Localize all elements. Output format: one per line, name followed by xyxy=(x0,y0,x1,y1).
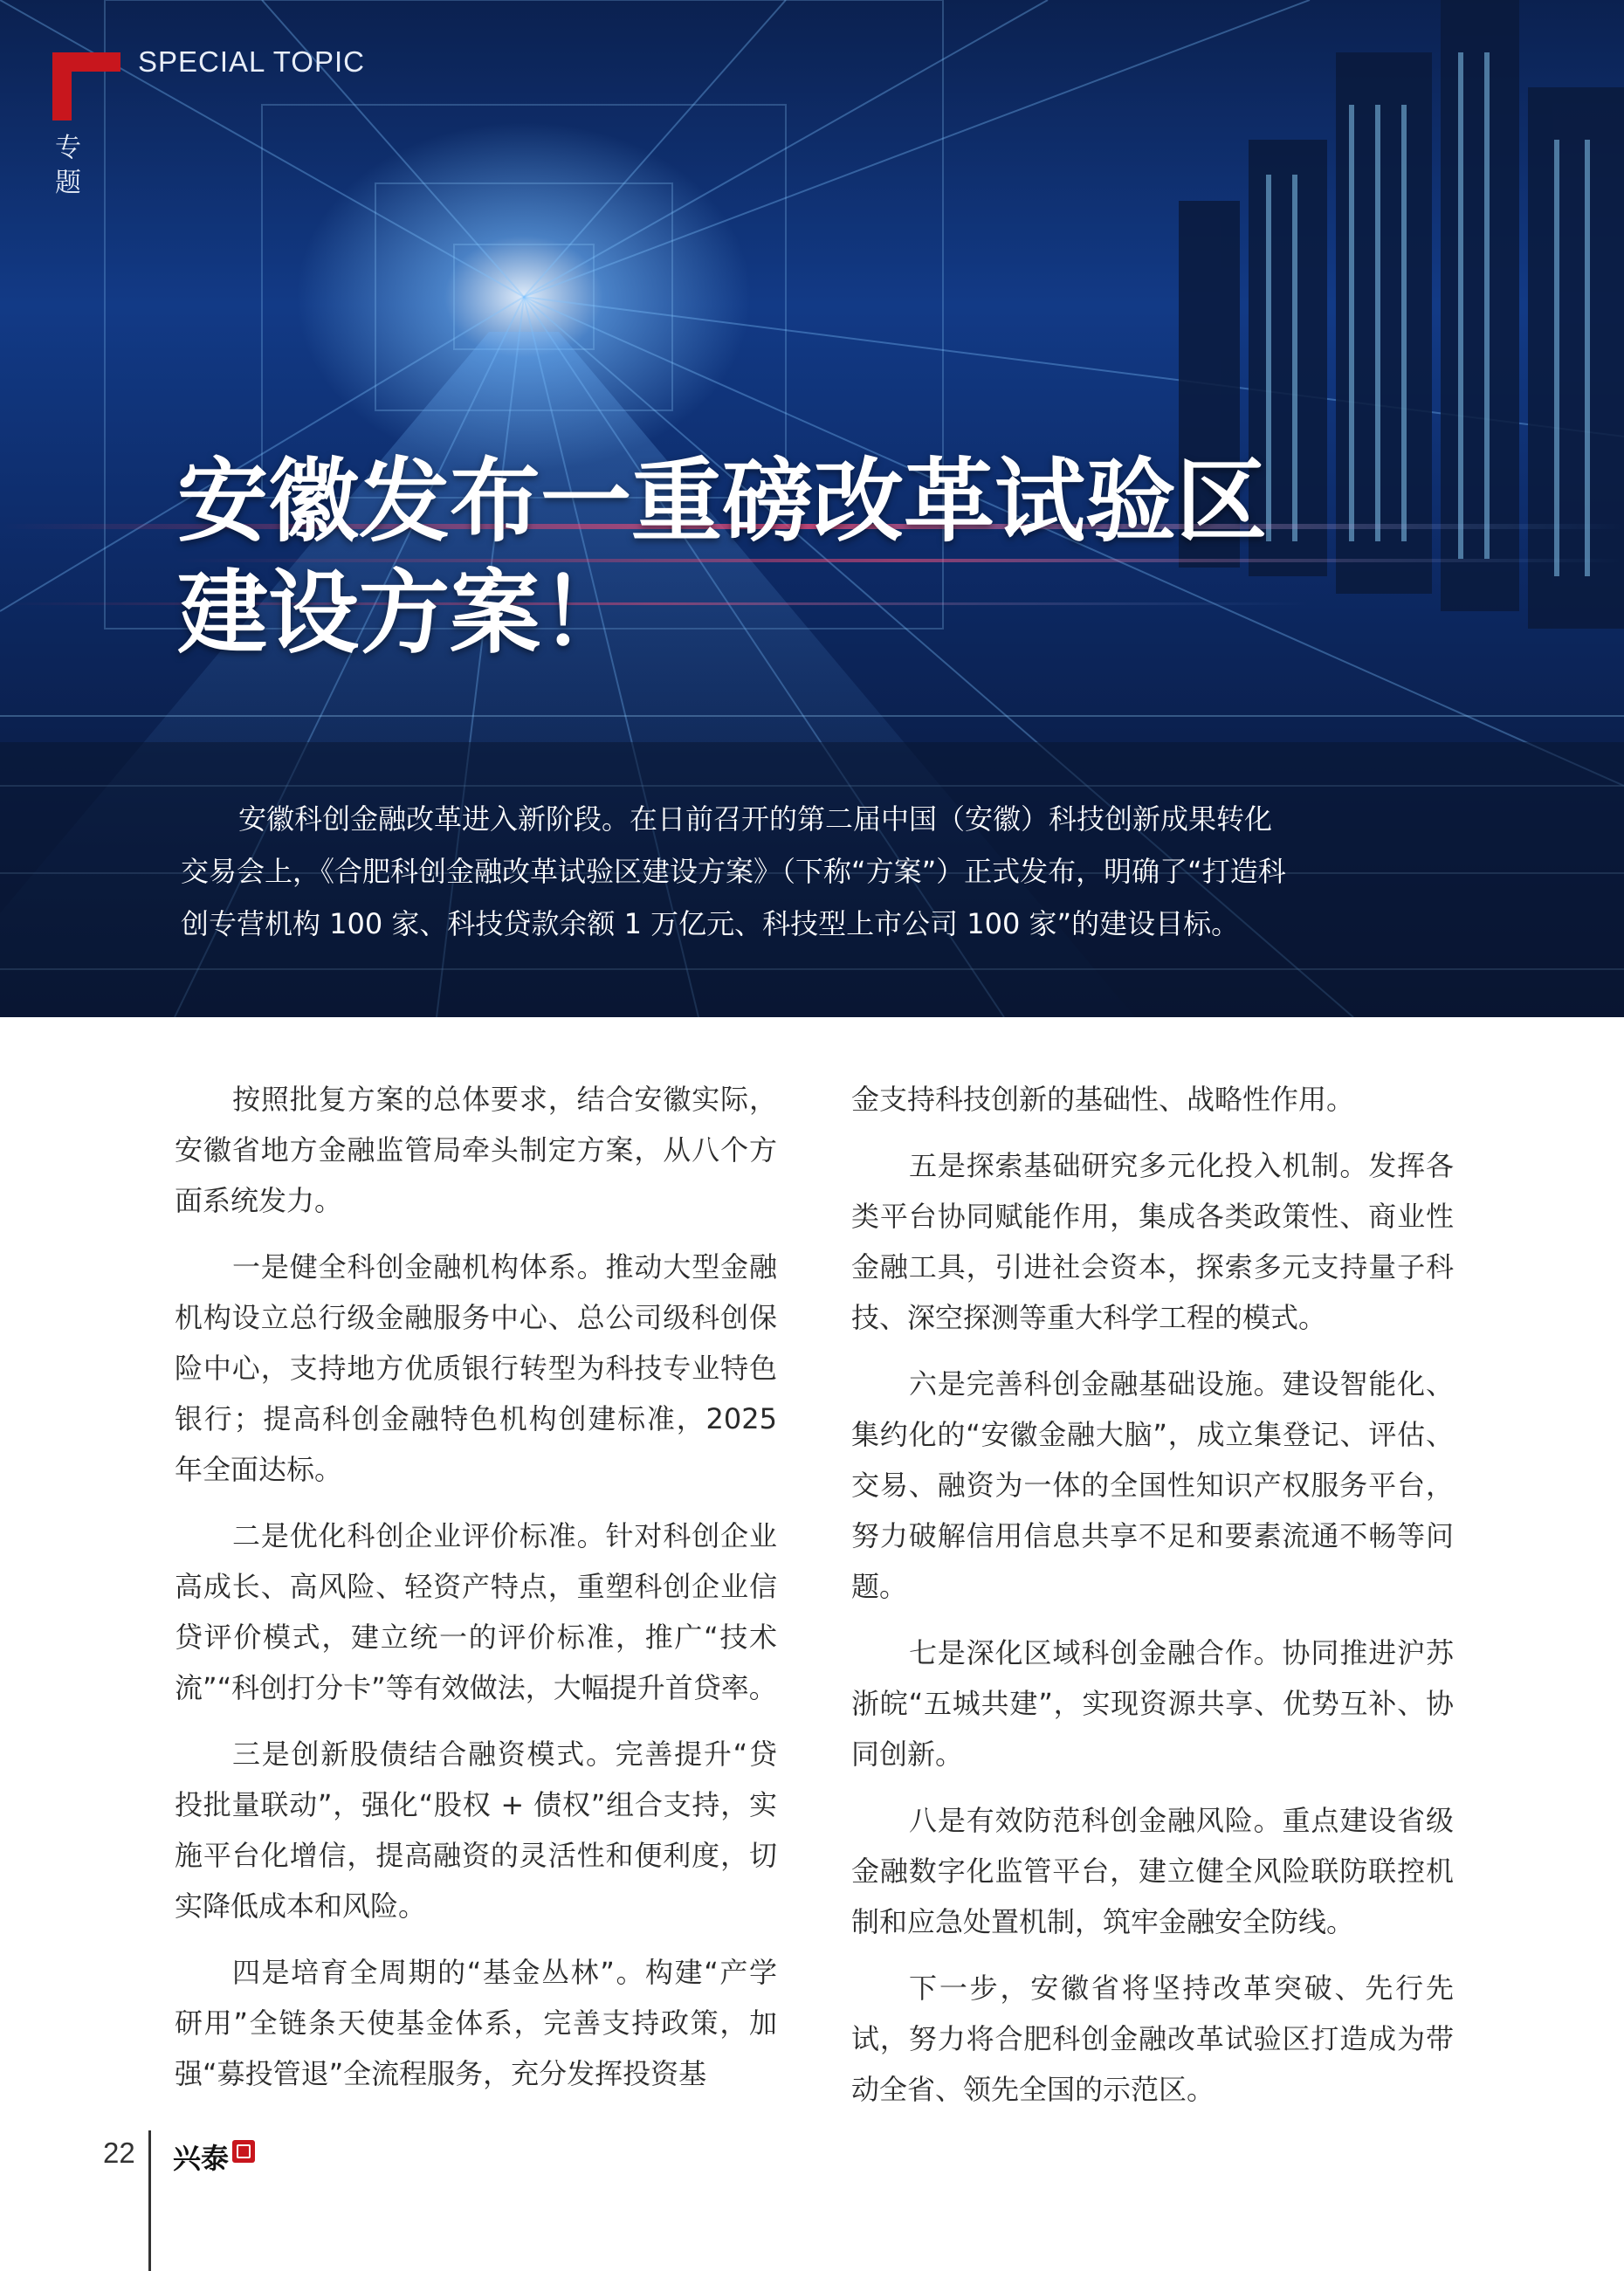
paragraph: 四是培育全周期的“基金丛林”。构建“产学研用”全链条天使基金体系，完善支持政策，加强“募投管退”全流程服务，充分发挥投资基 xyxy=(175,1956,777,2090)
article-column-left xyxy=(175,1074,777,2115)
paragraph: 二是优化科创企业评价标准。针对科创企业高成长、高风险、轻资产特点，重塑科创企业信贷评价模式，建立统一的评价标准，推广“技术流”“科创打分卡”等有效做法，大幅提升首贷率。 xyxy=(175,1519,777,1704)
page-number: 22 xyxy=(103,2137,135,2169)
article-column-right xyxy=(851,1074,1454,2130)
article-lead: 安徽科创金融改革进入新阶段。在日前召开的第二届中国（安徽）科技创新成果转化交易会上，《合肥科创金融改革试验区建设方案》（下称“方案”）正式发布，明确了“打造科创专营机构 100 家、科技贷款余额 1 万亿元、科技型上市公司 100 家”的建设目标。 xyxy=(181,802,1286,940)
section-label-zh: 专题 xyxy=(55,133,81,198)
hero-banner xyxy=(0,0,1624,1017)
footer-divider xyxy=(148,2130,151,2271)
paragraph: 一是健全科创金融机构体系。推动大型金融机构设立总行级金融服务中心、总公司级科创保险中心，支持地方优质银行转型为科技专业特色银行；提高科创金融特色机构创建标准，2025 年全面达标。 xyxy=(175,1250,777,1486)
article-title-line-2: 建设方案！ xyxy=(177,560,632,666)
paragraph: 三是创新股债结合融资模式。完善提升“贷投批量联动”，强化“股权 + 债权”组合支持，实施平台化增信，提高融资的灵活性和便利度，切实降低成本和风险。 xyxy=(175,1738,777,1923)
article-title-line-1: 安徽发布一重磅改革试验区 xyxy=(177,448,1268,554)
paragraph: 按照批复方案的总体要求，结合安徽实际，安徽省地方金融监管局牵头制定方案，从八个方面系统发力。 xyxy=(175,1083,777,1217)
paragraph: 七是深化区域科创金融合作。协同推进沪苏浙皖“五城共建”，实现资源共享、优势互补、协同创新。 xyxy=(851,1636,1454,1771)
article-title xyxy=(177,445,1267,669)
brand-seal-icon xyxy=(232,2140,255,2163)
special-topic-mark xyxy=(52,52,120,120)
publication-brand: 兴泰 xyxy=(173,2142,230,2175)
section-label-en: SPECIAL TOPIC xyxy=(138,45,365,78)
paragraph: 六是完善科创金融基础设施。建设智能化、集约化的“安徽金融大脑”，成立集登记、评估、交易、融资为一体的全国性知识产权服务平台，努力破解信用信息共享不足和要素流通不畅等问题。 xyxy=(851,1367,1454,1603)
paragraph: 八是有效防范科创金融风险。重点建设省级金融数字化监管平台，建立健全风险联防联控机制和应急处置机制，筑牢金融安全防线。 xyxy=(851,1804,1454,1938)
paragraph: 五是探索基础研究多元化投入机制。发挥各类平台协同赋能作用，集成各类政策性、商业性金融工具，引进社会资本，探索多元支持量子科技、深空探测等重大科学工程的模式。 xyxy=(851,1149,1454,1334)
paragraph: 下一步，安徽省将坚持改革突破、先行先试，努力将合肥科创金融改革试验区打造成为带动全省、领先全国的示范区。 xyxy=(851,1972,1454,2106)
paragraph-continuation: 金支持科技创新的基础性、战略性作用。 xyxy=(851,1083,1355,1116)
